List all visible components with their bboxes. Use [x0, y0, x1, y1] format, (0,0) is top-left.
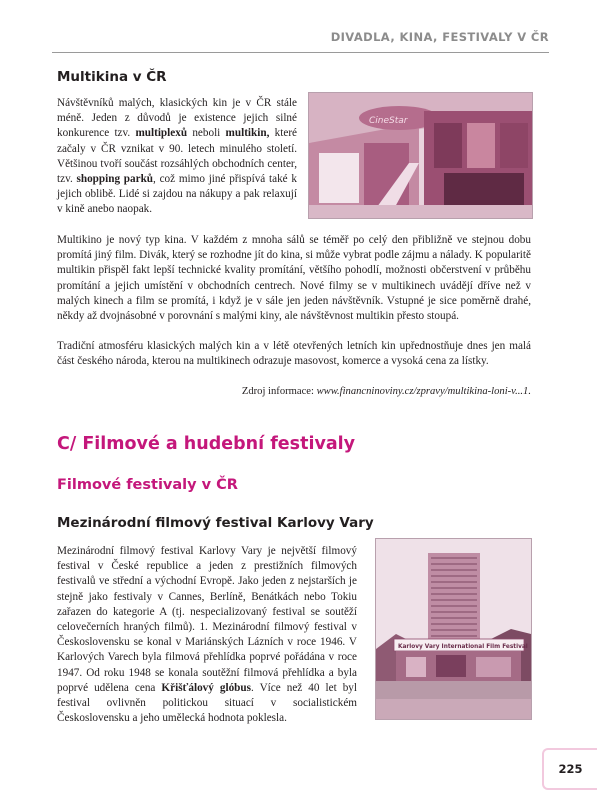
section-c-title: C/ Filmové a hudební festivaly — [57, 434, 356, 454]
chapter-title: DIVADLA, KINA, FESTIVALY V ČR — [330, 30, 549, 44]
section-heading-kvff: Mezinárodní filmový festival Karlovy Vary — [57, 515, 374, 531]
source-citation: Zdroj informace: www.financninoviny.cz/zpravy/multikina-loni-v...1. — [241, 386, 531, 397]
multikina-intro-paragraph: Návštěvníků malých, klasických kin je v ČR stále méně. Jeden z důvodů je existence jejich silné konkurence tzv. multiplexů neboli multikin, které začaly v ČR vznikat v 90. letech minulého století. Většinou tvoří součást rozsáhlých obchodních center, tzv. shopping parků, což mimo jiné přispívá také k jejich oblibě. Lidé si zajdou na nákupy a pak relaxují v kině anebo naopak. — [57, 97, 298, 216]
page-number: 225 — [542, 748, 597, 790]
cinema-lobby-photo — [308, 92, 533, 219]
photo-banner-text: Karlovy Vary International Film Festival — [398, 644, 528, 650]
section-heading-multikina: Multikina v ČR — [57, 69, 167, 85]
header-divider — [52, 52, 549, 53]
hotel-thermal-photo — [375, 538, 532, 720]
kvff-paragraph: Mezinárodní filmový festival Karlovy Vary je největší filmový festival v České republice a jeden z prestižních filmových festivalů ve střední a východní Evropě. Jako jeden z nejstarších je stejně jako festivaly v Cannes, Berlíně, Benátkách nebo Tokiu zařazen do kategorie A (tj. nespecializovaný festival se soutěží celovečerních hraných filmů). 1. Mezinárodní filmový festival v Československu se konal v Mariánských Lázních v roce 1946. V Karlových Varech byla filmová přehlídka poprvé pořádána v roce 1947. Od roku 1948 se konala soutěžní filmová přehlídka a byla poprvé udělena cena Křišťálový glóbus. Více než 40 let byl festival ovlivněn politickou situací v socialistickém Československu a jeho umělecká hodnota poklesla. — [57, 545, 358, 725]
source-link[interactable]: www.financninoviny.cz/zpravy/multikina-loni-v...1. — [316, 386, 531, 397]
multikina-paragraph-2: Multikino je nový typ kina. V každém z mnoha sálů se téměř po celý den přibližně ve stejnou dobu promítá jiný film. Divák, který se rozhodne jít do kina, si může vybrat podle zájmu a nálady. K popularitě multikin přispěl fakt lepší technické kvality promítání, většího pohodlí, možnosti občerstvení v průběhu promítání a jejich umístění v obchodních centrech. Nové filmy se v multikinech uvádějí dříve než v malých kinech a film se promítá, i když je v sále jen jeden návštěvník. Vstupné je sice poměrně drahé, někdy až dvojnásobné v porovnání s malými kiny, ale návštěvnost multikin přesto stoupá. — [57, 234, 531, 323]
multikina-paragraph-3: Tradiční atmosféru klasických malých kin a v létě otevřených letních kin upřednostňuje dnes jen malá část českého národa, kterou na multikinech odrazuje masovost, komerce a vysoká cena za lístky. — [57, 340, 531, 368]
svg-text:CineStar: CineStar — [369, 116, 408, 126]
section-c-subtitle: Filmové festivaly v ČR — [57, 477, 238, 493]
